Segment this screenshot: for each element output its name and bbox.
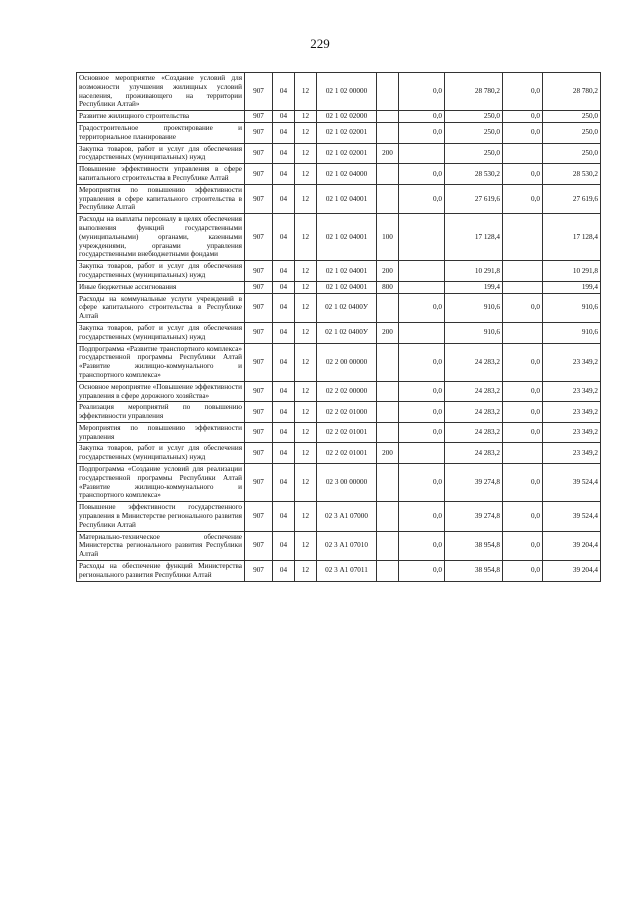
ministry-code: 907 — [245, 293, 273, 322]
section-code: 04 — [273, 261, 295, 282]
amount-2: 10 291,8 — [445, 261, 503, 282]
row-name: Расходы на обеспечение функций Министерства регионального развития Республики Алтай — [77, 561, 245, 582]
row-name: Подпрограмма «Создание условий для реализации государственной программы Республики Алтай «Развитие жилищно-коммунального и транспортного комплекса» — [77, 464, 245, 502]
amount-4: 23 349,2 — [543, 422, 601, 443]
amount-3 — [503, 214, 543, 261]
target-article: 02 2 02 00000 — [317, 381, 377, 402]
table-row — [77, 531, 601, 560]
amount-1 — [399, 143, 445, 164]
ministry-code: 907 — [245, 261, 273, 282]
section-code: 04 — [273, 502, 295, 531]
amount-2: 27 619,6 — [445, 184, 503, 213]
amount-1: 0,0 — [399, 184, 445, 213]
table-row — [77, 561, 601, 582]
section-code: 04 — [273, 381, 295, 402]
target-article: 02 3 А1 07010 — [317, 531, 377, 560]
amount-4: 23 349,2 — [543, 402, 601, 423]
row-name: Закупка товаров, работ и услуг для обеспечения государственных (муниципальных) нужд — [77, 143, 245, 164]
row-name: Подпрограмма «Развитие транспортного комплекса» государственной программы Республики Алтай «Развитие жилищно-коммунального и транспортного комплекса» — [77, 343, 245, 381]
amount-2: 250,0 — [445, 143, 503, 164]
section-code: 04 — [273, 164, 295, 185]
expense-type — [377, 381, 399, 402]
row-name: Мероприятия по повышению эффективности управления — [77, 422, 245, 443]
section-code: 04 — [273, 281, 295, 293]
amount-3: 0,0 — [503, 422, 543, 443]
table-row — [77, 184, 601, 213]
amount-2: 38 954,8 — [445, 531, 503, 560]
table-row — [77, 502, 601, 531]
amount-4: 23 349,2 — [543, 443, 601, 464]
ministry-code: 907 — [245, 322, 273, 343]
ministry-code: 907 — [245, 73, 273, 111]
amount-2: 24 283,2 — [445, 381, 503, 402]
amount-1: 0,0 — [399, 111, 445, 123]
subsection-code: 12 — [295, 502, 317, 531]
expense-type — [377, 464, 399, 502]
section-code: 04 — [273, 73, 295, 111]
amount-1 — [399, 322, 445, 343]
section-code: 04 — [273, 111, 295, 123]
subsection-code: 12 — [295, 261, 317, 282]
subsection-code: 12 — [295, 402, 317, 423]
table-row — [77, 73, 601, 111]
amount-4: 23 349,2 — [543, 381, 601, 402]
subsection-code: 12 — [295, 343, 317, 381]
amount-3: 0,0 — [503, 111, 543, 123]
expense-type — [377, 122, 399, 143]
amount-3: 0,0 — [503, 73, 543, 111]
row-name: Повышение эффективности государственного управления в Министерстве регионального развития Республики Алтай — [77, 502, 245, 531]
amount-2: 28 780,2 — [445, 73, 503, 111]
section-code: 04 — [273, 122, 295, 143]
expense-type — [377, 111, 399, 123]
expense-type: 200 — [377, 443, 399, 464]
amount-4: 250,0 — [543, 111, 601, 123]
subsection-code: 12 — [295, 214, 317, 261]
table-row — [77, 343, 601, 381]
target-article: 02 1 02 00000 — [317, 73, 377, 111]
target-article: 02 1 02 04001 — [317, 261, 377, 282]
row-name: Расходы на выплаты персоналу в целях обеспечения выполнения функций государственными (муниципальными) органами, казенными учреждениями, органами управления государственными внебюджетными фондами — [77, 214, 245, 261]
amount-4: 39 204,4 — [543, 561, 601, 582]
target-article: 02 1 02 0400У — [317, 322, 377, 343]
amount-3: 0,0 — [503, 561, 543, 582]
table-row — [77, 261, 601, 282]
amount-2: 24 283,2 — [445, 343, 503, 381]
amount-2: 250,0 — [445, 122, 503, 143]
amount-3: 0,0 — [503, 122, 543, 143]
row-name: Повышение эффективности управления в сфере капитального строительства в Республике Алтай — [77, 164, 245, 185]
subsection-code: 12 — [295, 322, 317, 343]
ministry-code: 907 — [245, 184, 273, 213]
row-name: Основное мероприятие «Создание условий для возможности улучшения жилищных условий населения, проживающего на территории Республики Алтай» — [77, 73, 245, 111]
amount-1: 0,0 — [399, 561, 445, 582]
ministry-code: 907 — [245, 214, 273, 261]
ministry-code: 907 — [245, 111, 273, 123]
amount-2: 24 283,2 — [445, 422, 503, 443]
expense-type: 200 — [377, 261, 399, 282]
expense-type — [377, 402, 399, 423]
subsection-code: 12 — [295, 281, 317, 293]
amount-3 — [503, 322, 543, 343]
amount-1: 0,0 — [399, 73, 445, 111]
expense-type — [377, 531, 399, 560]
row-name: Развитие жилищного строительства — [77, 111, 245, 123]
section-code: 04 — [273, 531, 295, 560]
amount-3: 0,0 — [503, 293, 543, 322]
amount-1 — [399, 261, 445, 282]
subsection-code: 12 — [295, 531, 317, 560]
subsection-code: 12 — [295, 143, 317, 164]
expense-type — [377, 184, 399, 213]
target-article: 02 1 02 02000 — [317, 111, 377, 123]
amount-2: 250,0 — [445, 111, 503, 123]
subsection-code: 12 — [295, 184, 317, 213]
subsection-code: 12 — [295, 293, 317, 322]
target-article: 02 1 02 04001 — [317, 214, 377, 261]
amount-1: 0,0 — [399, 531, 445, 560]
amount-3: 0,0 — [503, 164, 543, 185]
amount-4: 28 530,2 — [543, 164, 601, 185]
table-row — [77, 402, 601, 423]
amount-2: 24 283,2 — [445, 443, 503, 464]
ministry-code: 907 — [245, 343, 273, 381]
row-name: Иные бюджетные ассигнования — [77, 281, 245, 293]
amount-4: 250,0 — [543, 122, 601, 143]
section-code: 04 — [273, 184, 295, 213]
amount-4: 39 204,4 — [543, 531, 601, 560]
amount-4: 199,4 — [543, 281, 601, 293]
amount-3 — [503, 281, 543, 293]
amount-3 — [503, 261, 543, 282]
ministry-code: 907 — [245, 561, 273, 582]
section-code: 04 — [273, 561, 295, 582]
section-code: 04 — [273, 322, 295, 343]
row-name: Закупка товаров, работ и услуг для обеспечения государственных (муниципальных) нужд — [77, 322, 245, 343]
expense-type: 100 — [377, 214, 399, 261]
amount-1 — [399, 281, 445, 293]
amount-1: 0,0 — [399, 343, 445, 381]
subsection-code: 12 — [295, 464, 317, 502]
amount-1: 0,0 — [399, 122, 445, 143]
expense-type — [377, 73, 399, 111]
table-row — [77, 111, 601, 123]
expense-type — [377, 164, 399, 185]
table-row — [77, 143, 601, 164]
table-row — [77, 464, 601, 502]
subsection-code: 12 — [295, 164, 317, 185]
subsection-code: 12 — [295, 561, 317, 582]
ministry-code: 907 — [245, 502, 273, 531]
amount-4: 27 619,6 — [543, 184, 601, 213]
ministry-code: 907 — [245, 443, 273, 464]
expense-type: 200 — [377, 143, 399, 164]
section-code: 04 — [273, 402, 295, 423]
amount-2: 24 283,2 — [445, 402, 503, 423]
amount-4: 910,6 — [543, 322, 601, 343]
amount-2: 39 274,8 — [445, 502, 503, 531]
amount-4: 39 524,4 — [543, 464, 601, 502]
amount-3 — [503, 443, 543, 464]
amount-3: 0,0 — [503, 343, 543, 381]
expense-type — [377, 561, 399, 582]
subsection-code: 12 — [295, 111, 317, 123]
amount-3: 0,0 — [503, 402, 543, 423]
ministry-code: 907 — [245, 143, 273, 164]
amount-3: 0,0 — [503, 184, 543, 213]
table-row — [77, 322, 601, 343]
expense-type: 800 — [377, 281, 399, 293]
target-article: 02 1 02 04000 — [317, 164, 377, 185]
table-row — [77, 281, 601, 293]
ministry-code: 907 — [245, 464, 273, 502]
amount-4: 23 349,2 — [543, 343, 601, 381]
amount-1 — [399, 443, 445, 464]
target-article: 02 2 00 00000 — [317, 343, 377, 381]
amount-3: 0,0 — [503, 502, 543, 531]
row-name: Мероприятия по повышению эффективности управления в сфере капитального строительства в Республике Алтай — [77, 184, 245, 213]
target-article: 02 1 02 0400У — [317, 293, 377, 322]
amount-2: 199,4 — [445, 281, 503, 293]
row-name: Материально-техническое обеспечение Министерства регионального развития Республики Алтай — [77, 531, 245, 560]
expense-type — [377, 293, 399, 322]
row-name: Основное мероприятие «Повышение эффективности управления в сфере дорожного хозяйства» — [77, 381, 245, 402]
ministry-code: 907 — [245, 402, 273, 423]
amount-1: 0,0 — [399, 464, 445, 502]
section-code: 04 — [273, 214, 295, 261]
section-code: 04 — [273, 343, 295, 381]
amount-1: 0,0 — [399, 381, 445, 402]
amount-1: 0,0 — [399, 402, 445, 423]
amount-4: 10 291,8 — [543, 261, 601, 282]
amount-1: 0,0 — [399, 293, 445, 322]
table-row — [77, 122, 601, 143]
amount-2: 28 530,2 — [445, 164, 503, 185]
row-name: Закупка товаров, работ и услуг для обеспечения государственных (муниципальных) нужд — [77, 261, 245, 282]
target-article: 02 1 02 02001 — [317, 122, 377, 143]
amount-3: 0,0 — [503, 464, 543, 502]
table-row — [77, 422, 601, 443]
section-code: 04 — [273, 422, 295, 443]
subsection-code: 12 — [295, 422, 317, 443]
expense-type — [377, 502, 399, 531]
section-code: 04 — [273, 293, 295, 322]
table-row — [77, 164, 601, 185]
amount-2: 910,6 — [445, 293, 503, 322]
table-row — [77, 443, 601, 464]
row-name: Реализация мероприятий по повышению эффективности управления — [77, 402, 245, 423]
budget-table — [76, 72, 601, 582]
target-article: 02 3 00 00000 — [317, 464, 377, 502]
amount-2: 17 128,4 — [445, 214, 503, 261]
ministry-code: 907 — [245, 531, 273, 560]
amount-1 — [399, 214, 445, 261]
subsection-code: 12 — [295, 381, 317, 402]
target-article: 02 1 02 02001 — [317, 143, 377, 164]
ministry-code: 907 — [245, 422, 273, 443]
amount-3: 0,0 — [503, 531, 543, 560]
table-row — [77, 214, 601, 261]
amount-1: 0,0 — [399, 164, 445, 185]
target-article: 02 3 А1 07000 — [317, 502, 377, 531]
expense-type: 200 — [377, 322, 399, 343]
ministry-code: 907 — [245, 122, 273, 143]
amount-3 — [503, 143, 543, 164]
amount-3: 0,0 — [503, 381, 543, 402]
target-article: 02 2 02 01000 — [317, 402, 377, 423]
amount-4: 250,0 — [543, 143, 601, 164]
amount-1: 0,0 — [399, 502, 445, 531]
target-article: 02 1 02 04001 — [317, 184, 377, 213]
row-name: Расходы на коммунальные услуги учреждений в сфере капитального строительства в Республике Алтай — [77, 293, 245, 322]
expense-type — [377, 343, 399, 381]
ministry-code: 907 — [245, 281, 273, 293]
expense-type — [377, 422, 399, 443]
amount-4: 17 128,4 — [543, 214, 601, 261]
row-name: Градостроительное проектирование и территориальное планирование — [77, 122, 245, 143]
table-row — [77, 293, 601, 322]
target-article: 02 3 А1 07011 — [317, 561, 377, 582]
amount-4: 39 524,4 — [543, 502, 601, 531]
page-number: 229 — [310, 36, 330, 51]
target-article: 02 2 02 01001 — [317, 422, 377, 443]
row-name: Закупка товаров, работ и услуг для обеспечения государственных (муниципальных) нужд — [77, 443, 245, 464]
section-code: 04 — [273, 443, 295, 464]
target-article: 02 2 02 01001 — [317, 443, 377, 464]
section-code: 04 — [273, 143, 295, 164]
ministry-code: 907 — [245, 381, 273, 402]
amount-2: 39 274,8 — [445, 464, 503, 502]
subsection-code: 12 — [295, 73, 317, 111]
subsection-code: 12 — [295, 443, 317, 464]
amount-4: 910,6 — [543, 293, 601, 322]
target-article: 02 1 02 04001 — [317, 281, 377, 293]
amount-4: 28 780,2 — [543, 73, 601, 111]
amount-1: 0,0 — [399, 422, 445, 443]
amount-2: 910,6 — [445, 322, 503, 343]
table-row — [77, 381, 601, 402]
ministry-code: 907 — [245, 164, 273, 185]
subsection-code: 12 — [295, 122, 317, 143]
section-code: 04 — [273, 464, 295, 502]
amount-2: 38 954,8 — [445, 561, 503, 582]
